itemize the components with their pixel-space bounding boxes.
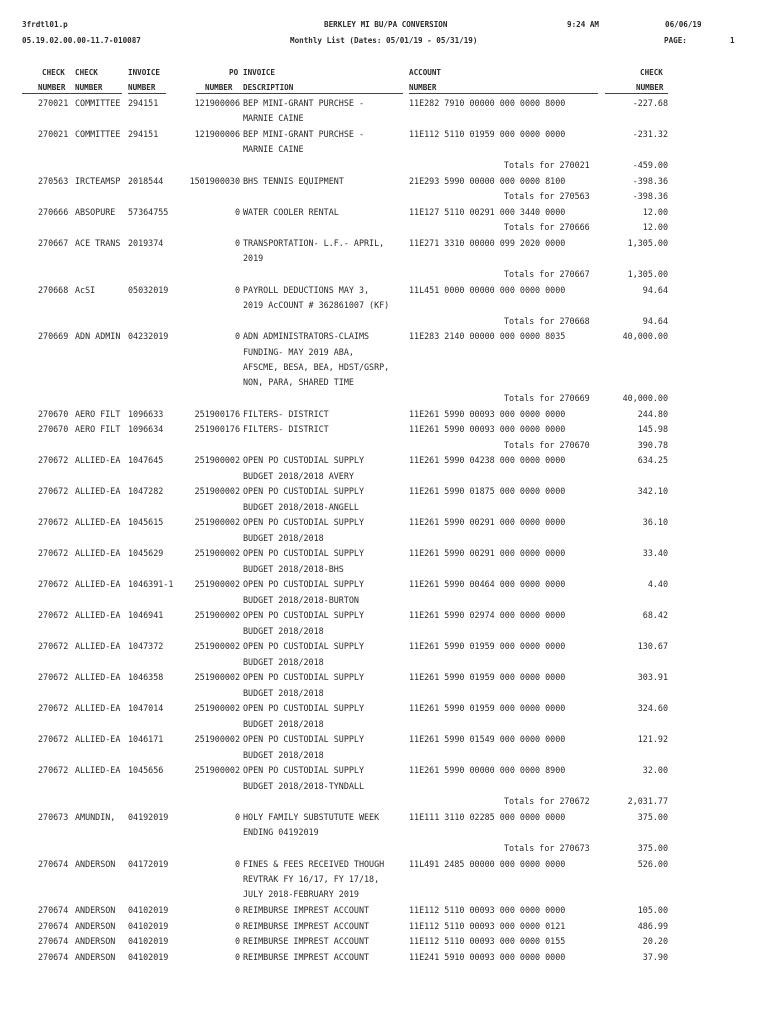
totals-amount: 2,031.77 bbox=[627, 796, 668, 807]
check-amount-cell: 20.20 bbox=[642, 936, 668, 947]
check-amount-cell: 33.40 bbox=[642, 548, 668, 559]
invoice-number-cell: 57364755 bbox=[128, 206, 169, 217]
table-row bbox=[0, 236, 770, 267]
invoice-description-line: OPEN PO CUSTODIAL SUPPLY bbox=[243, 579, 365, 590]
po-number-cell: 251900002 bbox=[194, 548, 240, 559]
invoice-description-line: 2019 bbox=[243, 253, 264, 264]
po-number-cell: 0 bbox=[234, 238, 240, 248]
totals-label: Totals for 270669 bbox=[504, 393, 590, 403]
account-number-cell: 11E261 5990 04238 000 0000 0000 bbox=[409, 455, 566, 466]
invoice-description-line: JULY 2018-FEBRUARY 2019 bbox=[243, 889, 359, 900]
totals-row bbox=[0, 794, 770, 809]
col-invoice-desc-l1: INVOICE bbox=[243, 68, 276, 77]
account-number-cell: 11E283 2140 00000 000 0000 8035 bbox=[409, 331, 566, 342]
invoice-description-line: OPEN PO CUSTODIAL SUPPLY bbox=[243, 765, 365, 776]
check-number-cell: 270021 bbox=[38, 98, 69, 108]
totals-label: Totals for 270666 bbox=[504, 222, 590, 233]
po-number-cell: 251900176 bbox=[194, 408, 240, 419]
col-check-name-l1: CHECK bbox=[75, 68, 98, 77]
totals-label: Totals for 270021 bbox=[504, 160, 590, 170]
check-amount-cell: 121.92 bbox=[637, 734, 668, 745]
totals-label: Totals for 270563 bbox=[504, 191, 590, 202]
invoice-number-cell: 04102019 bbox=[128, 951, 169, 962]
check-number-cell: 270672 bbox=[38, 455, 69, 466]
po-number-cell: 0 bbox=[234, 858, 240, 869]
invoice-number-cell: 04172019 bbox=[128, 858, 169, 869]
table-row bbox=[0, 639, 770, 670]
account-number-cell: 11E261 5990 01875 000 0000 0000 bbox=[409, 486, 566, 497]
account-number-cell: 11E261 5990 00000 000 0000 8900 bbox=[409, 765, 566, 776]
invoice-number-cell: 04102019 bbox=[128, 936, 169, 947]
invoice-description-line: REIMBURSE IMPREST ACCOUNT bbox=[243, 936, 370, 947]
check-number-cell: 270672 bbox=[38, 765, 69, 776]
po-number-cell: 0 bbox=[234, 206, 240, 217]
totals-amount: 375.00 bbox=[637, 843, 668, 853]
invoice-number-cell: 05032019 bbox=[128, 284, 169, 295]
invoice-description-line: REIMBURSE IMPREST ACCOUNT bbox=[243, 905, 370, 915]
table-row bbox=[0, 96, 770, 127]
account-number-cell: 11E112 5110 00093 000 0000 0000 bbox=[409, 905, 566, 915]
account-number-cell: 11L491 2485 00000 000 0000 0000 bbox=[409, 858, 566, 869]
invoice-description-line: OPEN PO CUSTODIAL SUPPLY bbox=[243, 455, 365, 466]
check-number-cell: 270666 bbox=[38, 206, 69, 217]
table-row bbox=[0, 857, 770, 903]
check-name-cell: ALLIED-EA bbox=[75, 455, 121, 466]
header-rule-amount bbox=[605, 93, 668, 94]
invoice-number-cell: 1046358 bbox=[128, 672, 164, 683]
check-number-cell: 270674 bbox=[38, 951, 69, 962]
table-row bbox=[0, 670, 770, 701]
invoice-description-line: BUDGET 2018/2018-ANGELL bbox=[243, 501, 359, 512]
invoice-description-line: NON, PARA, SHARED TIME bbox=[243, 377, 354, 388]
invoice-description-line: FILTERS- DISTRICT bbox=[243, 424, 329, 435]
invoice-description-line: MARNIE CAINE bbox=[243, 144, 304, 155]
invoice-description-line: AFSCME, BESA, BEA, HDST/GSRP, bbox=[243, 361, 390, 372]
check-name-cell: ALLIED-EA bbox=[75, 610, 121, 621]
check-name-cell: ANDERSON bbox=[75, 920, 116, 931]
check-name-cell: ALLIED-EA bbox=[75, 672, 121, 683]
invoice-number-cell: 1046391-1 bbox=[128, 579, 174, 590]
po-number-cell: 1501900030 bbox=[189, 175, 240, 186]
account-number-cell: 11E112 5110 00093 000 0000 0121 bbox=[409, 920, 566, 931]
invoice-description-line: BUDGET 2018/2018-TYNDALL bbox=[243, 780, 365, 791]
page-label: PAGE: bbox=[664, 36, 687, 45]
invoice-description-line: ENDING 04192019 bbox=[243, 827, 319, 838]
invoice-description-line: OPEN PO CUSTODIAL SUPPLY bbox=[243, 517, 365, 528]
check-amount-cell: 1,305.00 bbox=[627, 238, 668, 248]
check-amount-cell: 68.42 bbox=[642, 610, 668, 621]
check-number-cell: 270672 bbox=[38, 641, 69, 652]
check-amount-cell: -398.36 bbox=[632, 175, 668, 186]
invoice-number-cell: 1047014 bbox=[128, 703, 164, 714]
invoice-number-cell: 04102019 bbox=[128, 905, 169, 915]
table-row bbox=[0, 950, 770, 965]
check-number-cell: 270672 bbox=[38, 517, 69, 528]
invoice-description-line: BUDGET 2018/2018-BHS bbox=[243, 563, 344, 574]
check-name-cell: ACE TRANS bbox=[75, 238, 121, 248]
check-number-cell: 270021 bbox=[38, 129, 69, 139]
totals-amount: -459.00 bbox=[632, 160, 668, 170]
table-row bbox=[0, 484, 770, 515]
check-name-cell: AERO FILT bbox=[75, 408, 121, 419]
col-check-name-l2: NUMBER bbox=[75, 83, 103, 92]
account-number-cell: 11E271 3310 00000 099 2020 0000 bbox=[409, 238, 566, 248]
col-po-number-l2: NUMBER bbox=[205, 83, 233, 92]
page-number: 1 bbox=[730, 36, 735, 45]
check-number-cell: 270672 bbox=[38, 486, 69, 497]
totals-row bbox=[0, 314, 770, 329]
table-row bbox=[0, 701, 770, 732]
account-number-cell: 11E261 5990 01959 000 0000 0000 bbox=[409, 672, 566, 683]
invoice-description-line: FILTERS- DISTRICT bbox=[243, 408, 329, 419]
invoice-description-line: FINES & FEES RECEIVED THOUGH bbox=[243, 858, 385, 869]
po-number-cell: 0 bbox=[234, 812, 240, 822]
invoice-description-line: WATER COOLER RENTAL bbox=[243, 206, 339, 217]
check-number-cell: 270674 bbox=[38, 858, 69, 869]
invoice-number-cell: 04192019 bbox=[128, 812, 169, 822]
check-number-cell: 270667 bbox=[38, 238, 69, 248]
invoice-number-cell: 1045656 bbox=[128, 765, 164, 776]
invoice-description-line: OPEN PO CUSTODIAL SUPPLY bbox=[243, 641, 365, 652]
check-amount-cell: 526.00 bbox=[637, 858, 668, 869]
invoice-description-line: REIMBURSE IMPREST ACCOUNT bbox=[243, 920, 370, 931]
check-name-cell: AMUNDIN, bbox=[75, 812, 116, 822]
invoice-number-cell: 294151 bbox=[128, 129, 159, 139]
totals-row bbox=[0, 391, 770, 406]
totals-amount: 94.64 bbox=[642, 315, 668, 326]
check-amount-cell: 145.98 bbox=[637, 424, 668, 435]
table-row bbox=[0, 127, 770, 158]
account-number-cell: 11E112 5110 00093 000 0000 0155 bbox=[409, 936, 566, 947]
invoice-number-cell: 2019374 bbox=[128, 238, 164, 248]
table-row bbox=[0, 763, 770, 794]
account-number-cell: 11E112 5110 01959 000 0000 0000 bbox=[409, 129, 566, 139]
table-row bbox=[0, 453, 770, 484]
check-amount-cell: 36.10 bbox=[642, 517, 668, 528]
totals-label: Totals for 270667 bbox=[504, 269, 590, 279]
invoice-number-cell: 1046171 bbox=[128, 734, 164, 745]
table-row bbox=[0, 903, 770, 918]
program-name: 3frdtl01.p bbox=[22, 20, 68, 29]
check-number-cell: 270674 bbox=[38, 920, 69, 931]
totals-row bbox=[0, 841, 770, 856]
po-number-cell: 251900002 bbox=[194, 672, 240, 683]
check-name-cell: ANDERSON bbox=[75, 858, 116, 869]
invoice-description-line: BHS TENNIS EQUIPMENT bbox=[243, 175, 344, 186]
check-amount-cell: 40,000.00 bbox=[622, 331, 668, 342]
check-number-cell: 270669 bbox=[38, 331, 69, 342]
totals-row bbox=[0, 267, 770, 282]
totals-amount: 1,305.00 bbox=[627, 269, 668, 279]
table-row bbox=[0, 608, 770, 639]
po-number-cell: 0 bbox=[234, 331, 240, 342]
report-time: 9:24 AM bbox=[567, 20, 600, 29]
po-number-cell: 0 bbox=[234, 920, 240, 931]
invoice-description-line: BUDGET 2018/2018 AVERY bbox=[243, 470, 354, 481]
check-amount-cell: -227.68 bbox=[632, 98, 668, 108]
po-number-cell: 251900002 bbox=[194, 765, 240, 776]
check-number-cell: 270672 bbox=[38, 734, 69, 745]
invoice-description-line: 2019 AcCOUNT # 362861007 (KF) bbox=[243, 299, 390, 310]
check-amount-cell: -231.32 bbox=[632, 129, 668, 139]
check-number-cell: 270670 bbox=[38, 408, 69, 419]
col-check-amount-l1: CHECK bbox=[640, 68, 663, 77]
account-number-cell: 11E261 5990 00464 000 0000 0000 bbox=[409, 579, 566, 590]
check-number-cell: 270672 bbox=[38, 703, 69, 714]
check-name-cell: ALLIED-EA bbox=[75, 579, 121, 590]
check-amount-cell: 375.00 bbox=[637, 812, 668, 822]
table-row bbox=[0, 810, 770, 841]
totals-label: Totals for 270673 bbox=[504, 843, 590, 853]
col-invoice-number-l1: INVOICE bbox=[128, 68, 161, 77]
check-name-cell: COMMITTEE bbox=[75, 129, 121, 139]
account-number-cell: 11E282 7910 00000 000 0000 8000 bbox=[409, 98, 566, 108]
invoice-number-cell: 1047282 bbox=[128, 486, 164, 497]
check-amount-cell: 244.80 bbox=[637, 408, 668, 419]
po-number-cell: 0 bbox=[234, 284, 240, 295]
invoice-description-line: BEP MINI-GRANT PURCHSE - bbox=[243, 98, 365, 108]
po-number-cell: 121900006 bbox=[194, 98, 240, 108]
check-number-cell: 270672 bbox=[38, 579, 69, 590]
check-number-cell: 270672 bbox=[38, 548, 69, 559]
po-number-cell: 251900002 bbox=[194, 486, 240, 497]
check-amount-cell: 94.64 bbox=[642, 284, 668, 295]
po-number-cell: 121900006 bbox=[194, 129, 240, 139]
check-number-cell: 270563 bbox=[38, 175, 69, 186]
invoice-description-line: OPEN PO CUSTODIAL SUPPLY bbox=[243, 486, 365, 497]
totals-label: Totals for 270670 bbox=[504, 439, 590, 450]
check-name-cell: ALLIED-EA bbox=[75, 548, 121, 559]
check-name-cell: ALLIED-EA bbox=[75, 765, 121, 776]
invoice-number-cell: 1047645 bbox=[128, 455, 164, 466]
table-row bbox=[0, 205, 770, 220]
invoice-description-line: BUDGET 2018/2018 bbox=[243, 718, 324, 729]
invoice-description-line: BUDGET 2018/2018-BURTON bbox=[243, 594, 359, 605]
check-amount-cell: 324.60 bbox=[637, 703, 668, 714]
po-number-cell: 251900002 bbox=[194, 579, 240, 590]
check-name-cell: ANDERSON bbox=[75, 905, 116, 915]
invoice-number-cell: 1047372 bbox=[128, 641, 164, 652]
check-name-cell: ABSOPURE bbox=[75, 206, 116, 217]
totals-amount: 12.00 bbox=[642, 222, 668, 233]
invoice-number-cell: 1045615 bbox=[128, 517, 164, 528]
invoice-description-line: BUDGET 2018/2018 bbox=[243, 625, 324, 636]
invoice-description-line: BUDGET 2018/2018 bbox=[243, 749, 324, 760]
check-number-cell: 270670 bbox=[38, 424, 69, 435]
invoice-description-line: OPEN PO CUSTODIAL SUPPLY bbox=[243, 548, 365, 559]
check-name-cell: ALLIED-EA bbox=[75, 734, 121, 745]
check-name-cell: ALLIED-EA bbox=[75, 486, 121, 497]
invoice-description-line: OPEN PO CUSTODIAL SUPPLY bbox=[243, 703, 365, 714]
check-number-cell: 270672 bbox=[38, 672, 69, 683]
invoice-description-line: BUDGET 2018/2018 bbox=[243, 532, 324, 543]
po-number-cell: 251900002 bbox=[194, 734, 240, 745]
check-name-cell: ALLIED-EA bbox=[75, 517, 121, 528]
account-number-cell: 21E293 5990 00000 000 0000 8100 bbox=[409, 175, 566, 186]
account-number-cell: 11E261 5990 00093 000 0000 0000 bbox=[409, 408, 566, 419]
col-invoice-desc-l2: DESCRIPTION bbox=[243, 83, 294, 92]
table-row bbox=[0, 422, 770, 437]
check-name-cell: ANDERSON bbox=[75, 936, 116, 947]
check-amount-cell: 342.10 bbox=[637, 486, 668, 497]
invoice-description-line: BEP MINI-GRANT PURCHSE - bbox=[243, 129, 365, 139]
po-number-cell: 0 bbox=[234, 951, 240, 962]
check-amount-cell: 303.91 bbox=[637, 672, 668, 683]
totals-label: Totals for 270668 bbox=[504, 315, 590, 326]
col-check-amount-l2: NUMBER bbox=[636, 83, 664, 92]
check-amount-cell: 12.00 bbox=[642, 206, 668, 217]
account-number-cell: 11E261 5990 01549 000 0000 0000 bbox=[409, 734, 566, 745]
check-number-cell: 270674 bbox=[38, 905, 69, 915]
totals-amount: 390.78 bbox=[637, 439, 668, 450]
program-version: 05.19.02.00.00-11.7-010087 bbox=[22, 36, 141, 45]
table-row bbox=[0, 919, 770, 934]
po-number-cell: 251900002 bbox=[194, 641, 240, 652]
po-number-cell: 0 bbox=[234, 936, 240, 947]
col-account-l2: NUMBER bbox=[409, 83, 437, 92]
account-number-cell: 11E261 5990 00291 000 0000 0000 bbox=[409, 548, 566, 559]
account-number-cell: 11E261 5990 00093 000 0000 0000 bbox=[409, 424, 566, 435]
col-check-number-l2: NUMBER bbox=[38, 83, 66, 92]
account-number-cell: 11E127 5110 00291 000 3440 0000 bbox=[409, 206, 566, 217]
table-row bbox=[0, 329, 770, 391]
account-number-cell: 11E261 5990 00291 000 0000 0000 bbox=[409, 517, 566, 528]
account-number-cell: 11E111 3110 02285 000 0000 0000 bbox=[409, 812, 566, 822]
invoice-description-line: ADN ADMINISTRATORS-CLAIMS bbox=[243, 331, 370, 342]
invoice-description-line: REVTRAK FY 16/17, FY 17/18, bbox=[243, 873, 380, 884]
header-rule-check bbox=[22, 93, 122, 94]
check-number-cell: 270673 bbox=[38, 812, 69, 822]
invoice-number-cell: 294151 bbox=[128, 98, 159, 108]
check-name-cell: AERO FILT bbox=[75, 424, 121, 435]
header-rule-account bbox=[409, 93, 598, 94]
check-amount-cell: 4.40 bbox=[647, 579, 668, 590]
check-number-cell: 270674 bbox=[38, 936, 69, 947]
table-row bbox=[0, 546, 770, 577]
invoice-number-cell: 04232019 bbox=[128, 331, 169, 342]
po-number-cell: 0 bbox=[234, 905, 240, 915]
report-title: BERKLEY MI BU/PA CONVERSION bbox=[324, 20, 448, 29]
header-rule-po-desc bbox=[196, 93, 403, 94]
table-row bbox=[0, 515, 770, 546]
check-amount-cell: 634.25 bbox=[637, 455, 668, 466]
account-number-cell: 11E241 5910 00093 000 0000 0000 bbox=[409, 951, 566, 962]
invoice-description-line: TRANSPORTATION- L.F.- APRIL, bbox=[243, 238, 385, 248]
account-number-cell: 11E261 5990 02974 000 0000 0000 bbox=[409, 610, 566, 621]
account-number-cell: 11E261 5990 01959 000 0000 0000 bbox=[409, 703, 566, 714]
check-name-cell: ADN ADMIN bbox=[75, 331, 121, 342]
po-number-cell: 251900002 bbox=[194, 610, 240, 621]
check-name-cell: ANDERSON bbox=[75, 951, 116, 962]
invoice-description-line: BUDGET 2018/2018 bbox=[243, 656, 324, 667]
invoice-number-cell: 04102019 bbox=[128, 920, 169, 931]
table-row bbox=[0, 283, 770, 314]
check-name-cell: ALLIED-EA bbox=[75, 703, 121, 714]
invoice-number-cell: 1046941 bbox=[128, 610, 164, 621]
invoice-description-line: MARNIE CAINE bbox=[243, 113, 304, 124]
invoice-number-cell: 1045629 bbox=[128, 548, 164, 559]
table-row bbox=[0, 732, 770, 763]
check-number-cell: 270672 bbox=[38, 610, 69, 621]
po-number-cell: 251900176 bbox=[194, 424, 240, 435]
header-rule-invoice bbox=[128, 93, 166, 94]
check-name-cell: IRCTEAMSP bbox=[75, 175, 121, 186]
account-number-cell: 11L451 0000 00000 000 0000 0000 bbox=[409, 284, 566, 295]
po-number-cell: 251900002 bbox=[194, 517, 240, 528]
check-name-cell: ALLIED-EA bbox=[75, 641, 121, 652]
col-po-number-l1: PO bbox=[229, 68, 239, 77]
check-amount-cell: 37.90 bbox=[642, 951, 668, 962]
check-amount-cell: 105.00 bbox=[637, 905, 668, 915]
invoice-number-cell: 1096633 bbox=[128, 408, 164, 419]
table-row bbox=[0, 174, 770, 189]
invoice-description-line: OPEN PO CUSTODIAL SUPPLY bbox=[243, 672, 365, 683]
col-account-l1: ACCOUNT bbox=[409, 68, 442, 77]
check-number-cell: 270668 bbox=[38, 284, 69, 295]
totals-row bbox=[0, 189, 770, 204]
invoice-description-line: PAYROLL DEDUCTIONS MAY 3, bbox=[243, 284, 370, 295]
col-check-number-l1: CHECK bbox=[42, 68, 65, 77]
po-number-cell: 251900002 bbox=[194, 455, 240, 466]
totals-row bbox=[0, 158, 770, 173]
col-invoice-number-l2: NUMBER bbox=[128, 83, 156, 92]
po-number-cell: 251900002 bbox=[194, 703, 240, 714]
table-row bbox=[0, 577, 770, 608]
totals-row bbox=[0, 438, 770, 453]
invoice-description-line: REIMBURSE IMPREST ACCOUNT bbox=[243, 951, 370, 962]
invoice-description-line: FUNDING- MAY 2019 ABA, bbox=[243, 346, 354, 357]
invoice-description-line: OPEN PO CUSTODIAL SUPPLY bbox=[243, 734, 365, 745]
totals-row bbox=[0, 220, 770, 235]
check-amount-cell: 486.99 bbox=[637, 920, 668, 931]
check-name-cell: AcSI bbox=[75, 284, 96, 295]
totals-amount: -398.36 bbox=[632, 191, 668, 202]
report-subtitle: Monthly List (Dates: 05/01/19 - 05/31/19) bbox=[290, 36, 478, 45]
invoice-number-cell: 2018544 bbox=[128, 175, 164, 186]
invoice-description-line: OPEN PO CUSTODIAL SUPPLY bbox=[243, 610, 365, 621]
account-number-cell: 11E261 5990 01959 000 0000 0000 bbox=[409, 641, 566, 652]
table-row bbox=[0, 407, 770, 422]
table-row bbox=[0, 934, 770, 949]
totals-amount: 40,000.00 bbox=[622, 393, 668, 403]
check-name-cell: COMMITTEE bbox=[75, 98, 121, 108]
check-amount-cell: 130.67 bbox=[637, 641, 668, 652]
report-date: 06/06/19 bbox=[665, 20, 702, 29]
totals-label: Totals for 270672 bbox=[504, 796, 590, 807]
invoice-description-line: BUDGET 2018/2018 bbox=[243, 687, 324, 698]
invoice-number-cell: 1096634 bbox=[128, 424, 164, 435]
check-amount-cell: 32.00 bbox=[642, 765, 668, 776]
invoice-description-line: HOLY FAMILY SUBSTUTUTE WEEK bbox=[243, 812, 380, 822]
